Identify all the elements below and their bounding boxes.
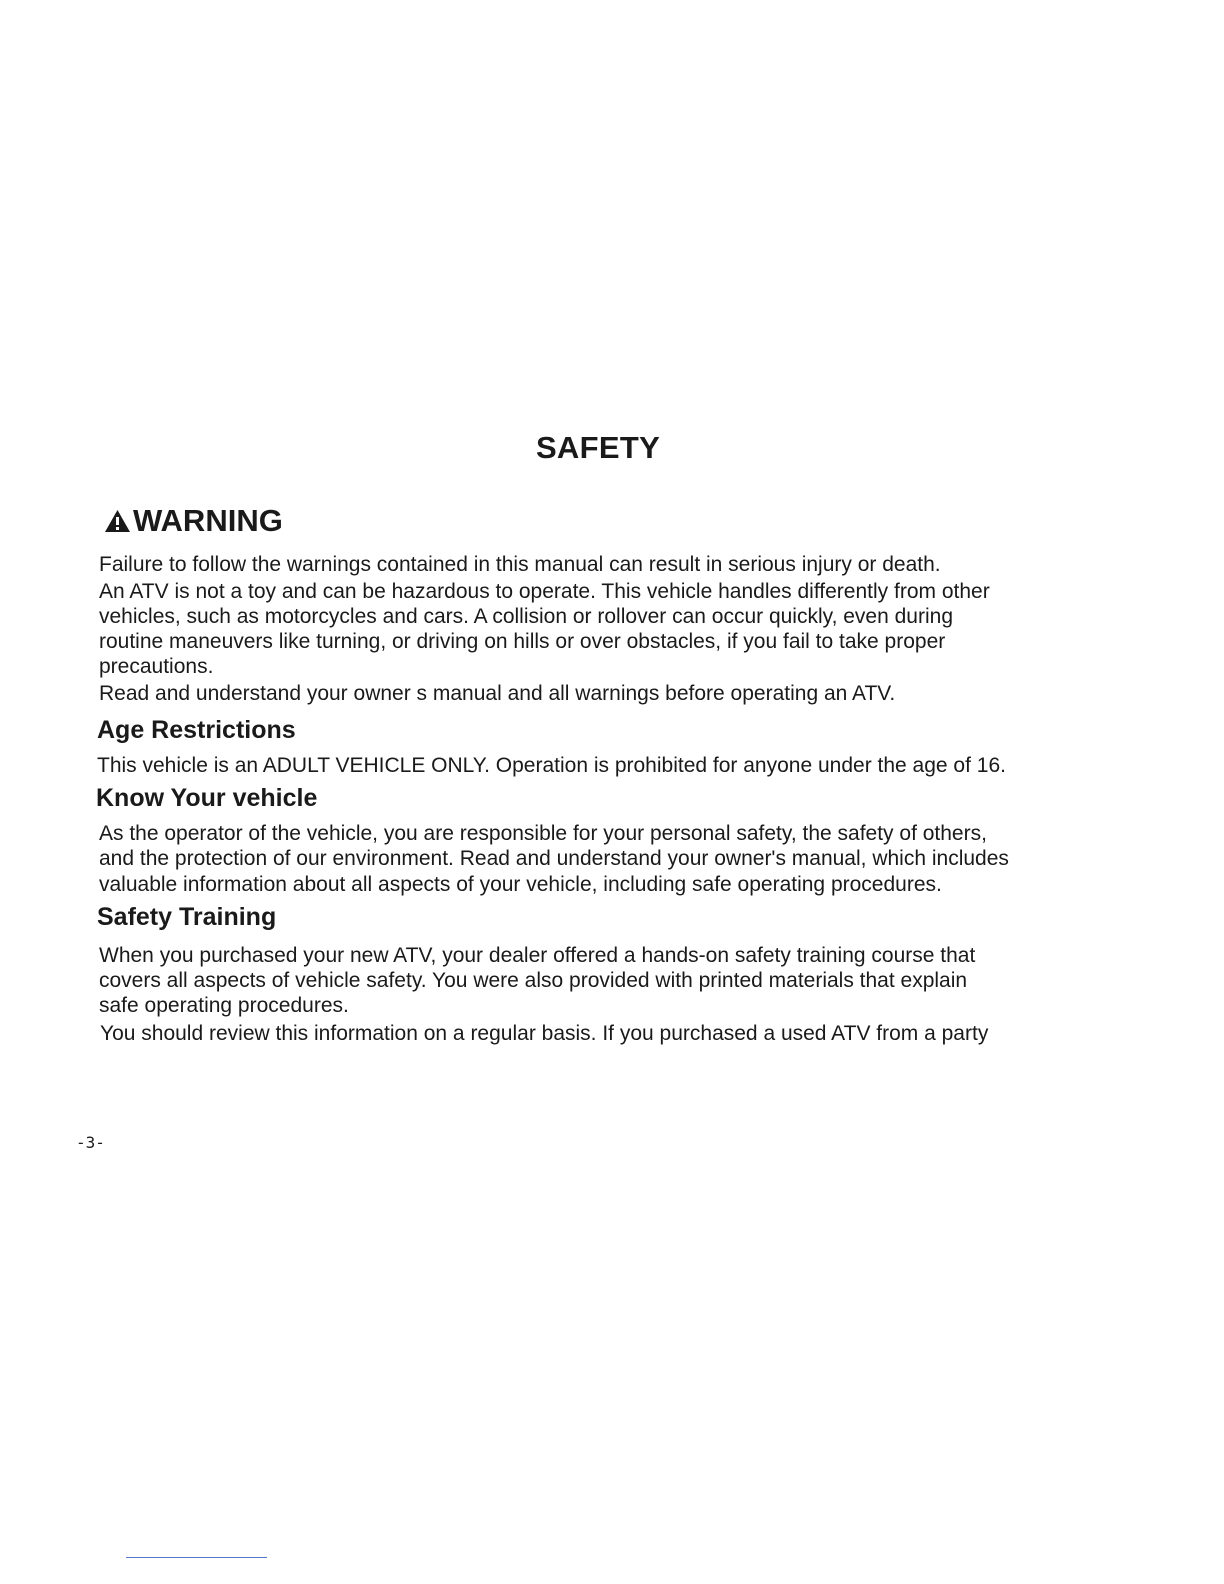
warning-line: Failure to follow the warnings contained in this manual can result in serious injury or death. [99,553,941,576]
section-line: When you purchased your new ATV, your dealer offered a hands-on safety training course that [99,944,976,967]
section-heading-know-your-vehicle: Know Your vehicle [96,784,318,812]
warning-label: WARNING [133,503,283,538]
section-line: As the operator of the vehicle, you are responsible for your personal safety, the safety of others, [99,822,987,845]
footer-rule [126,1557,267,1558]
section-line: This vehicle is an ADULT VEHICLE ONLY. Operation is prohibited for anyone under the age of 16. [97,754,1006,777]
warning-triangle-icon [104,509,131,533]
section-line: and the protection of our environment. Read and understand your owner's manual, which includes [99,847,1009,870]
warning-line: Read and understand your owner s manual and all warnings before operating an ATV. [99,682,896,705]
page-title: SAFETY [535,430,661,465]
section-line: valuable information about all aspects of your vehicle, including safe operating procedures. [99,873,942,896]
section-line: covers all aspects of vehicle safety. You were also provided with printed materials that explain [99,969,968,992]
section-line: safe operating procedures. [99,994,349,1017]
section-line: You should review this information on a regular basis. If you purchased a used ATV from a party [100,1022,989,1045]
page-number: -3- [76,1133,105,1152]
warning-line: precautions. [99,655,214,678]
warning-line: routine maneuvers like turning, or driving on hills or over obstacles, if you fail to take proper [99,630,946,653]
section-heading-safety-training: Safety Training [97,903,277,931]
section-heading-age-restrictions: Age Restrictions [97,716,296,744]
warning-line: vehicles, such as motorcycles and cars. A collision or rollover can occur quickly, even during [99,605,953,628]
warning-heading [104,503,283,539]
warning-line: An ATV is not a toy and can be hazardous to operate. This vehicle handles differently from other [99,580,990,603]
